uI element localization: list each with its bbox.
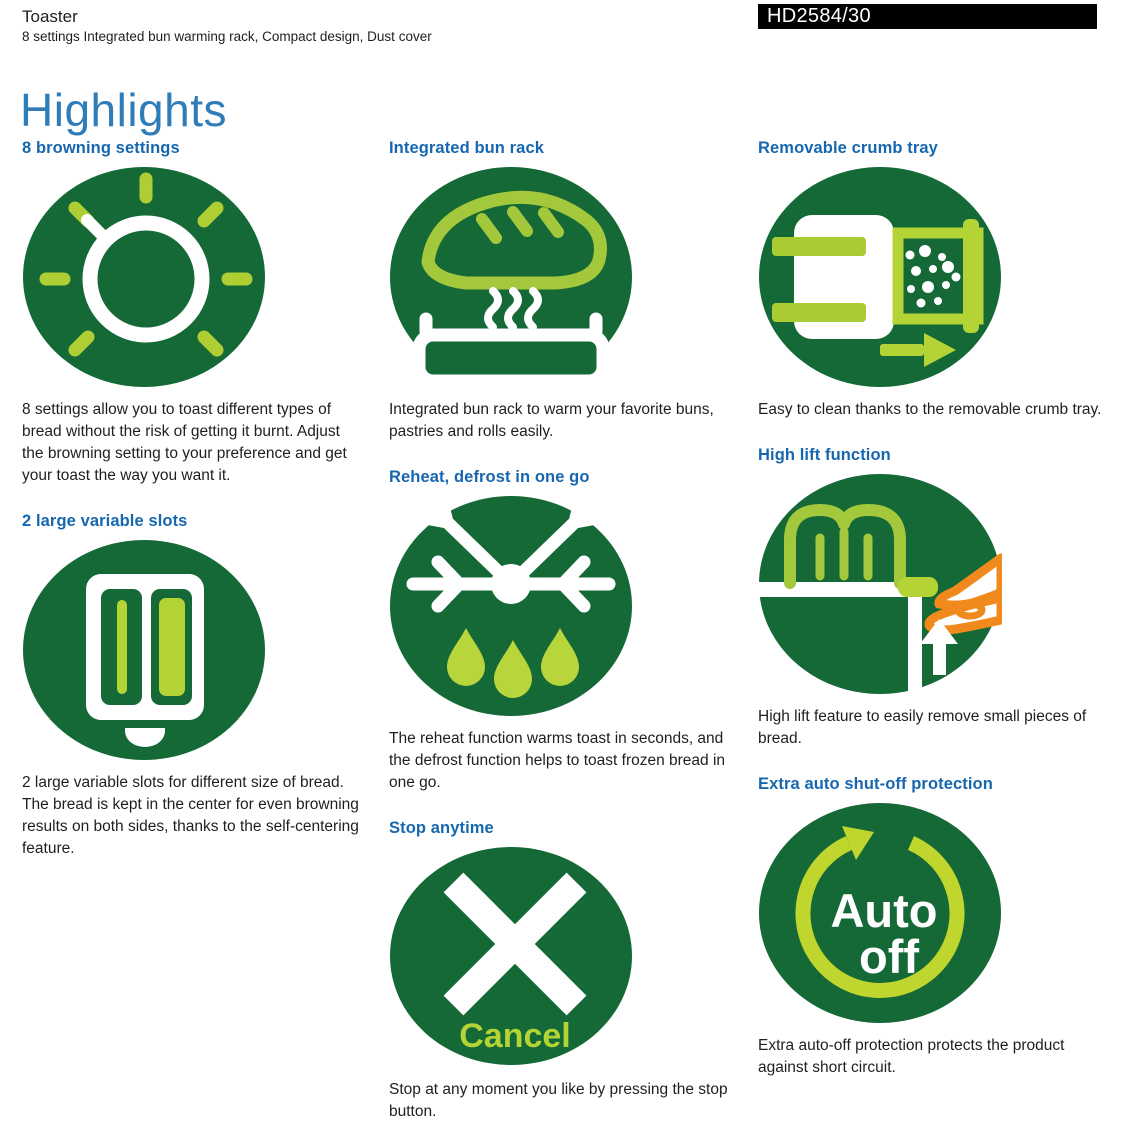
feature-variable-slots	[22, 512, 364, 860]
column-1	[22, 139, 364, 860]
feature-description: Stop at any moment you like by pressing the stop button.	[389, 1081, 728, 1120]
column-2	[389, 139, 733, 1123]
feature-high-lift	[758, 446, 1103, 750]
feature-title: 8 browning settings	[22, 139, 180, 157]
feature-description: 2 large variable slots for different size of bread. The bread is kept in the center for even browning results on both sides, thanks to the self-centering feature.	[22, 774, 359, 857]
feature-title: Reheat, defrost in one go	[389, 468, 590, 486]
high-lift-icon	[758, 474, 1002, 694]
model-number-badge: HD2584/30	[758, 4, 1097, 29]
feature-stop-anytime	[389, 819, 733, 1123]
feature-crumb-tray	[758, 139, 1103, 421]
feature-description: High lift feature to easily remove small pieces of bread.	[758, 708, 1087, 747]
feature-browning-settings	[22, 139, 364, 487]
feature-title: Removable crumb tray	[758, 139, 938, 157]
feature-reheat-defrost	[389, 468, 733, 794]
cancel-label: Cancel	[459, 1017, 571, 1055]
auto-off-icon	[758, 803, 1002, 1023]
feature-title: 2 large variable slots	[22, 512, 188, 530]
product-subtitle: 8 settings Integrated bun warming rack, Compact design, Dust cover	[22, 29, 432, 44]
features-grid	[22, 139, 1102, 1123]
snowflake-defrost-icon	[389, 496, 633, 716]
feature-description: The reheat function warms toast in seconds, and the defrost function helps to toast frozen bread in one go.	[389, 730, 726, 791]
feature-description: Easy to clean thanks to the removable crumb tray.	[758, 401, 1102, 418]
feature-title: Stop anytime	[389, 819, 494, 837]
crumb-tray-icon	[758, 167, 1002, 387]
variable-slots-icon	[22, 540, 266, 760]
page-title: Toaster	[22, 7, 78, 26]
feature-description: Integrated bun rack to warm your favorite buns, pastries and rolls easily.	[389, 401, 714, 440]
feature-description: 8 settings allow you to toast different types of bread without the risk of getting it burnt. Adjust the browning setting to your preference and get your toast the way you want it.	[22, 401, 347, 484]
bun-rack-icon	[389, 167, 633, 387]
feature-title: Integrated bun rack	[389, 139, 545, 157]
browning-dial-icon	[22, 167, 266, 387]
cancel-cross-icon	[389, 847, 633, 1067]
auto-off-label-bottom: off	[858, 930, 920, 983]
feature-description: Extra auto-off protection protects the product against short circuit.	[758, 1037, 1065, 1076]
feature-bun-rack	[389, 139, 733, 443]
section-title-highlights: Highlights	[20, 83, 227, 136]
feature-title: Extra auto shut-off protection	[758, 775, 993, 793]
feature-title: High lift function	[758, 446, 891, 464]
auto-off-label-top: Auto	[830, 884, 938, 937]
column-3	[758, 139, 1103, 1079]
feature-auto-shutoff	[758, 775, 1103, 1079]
